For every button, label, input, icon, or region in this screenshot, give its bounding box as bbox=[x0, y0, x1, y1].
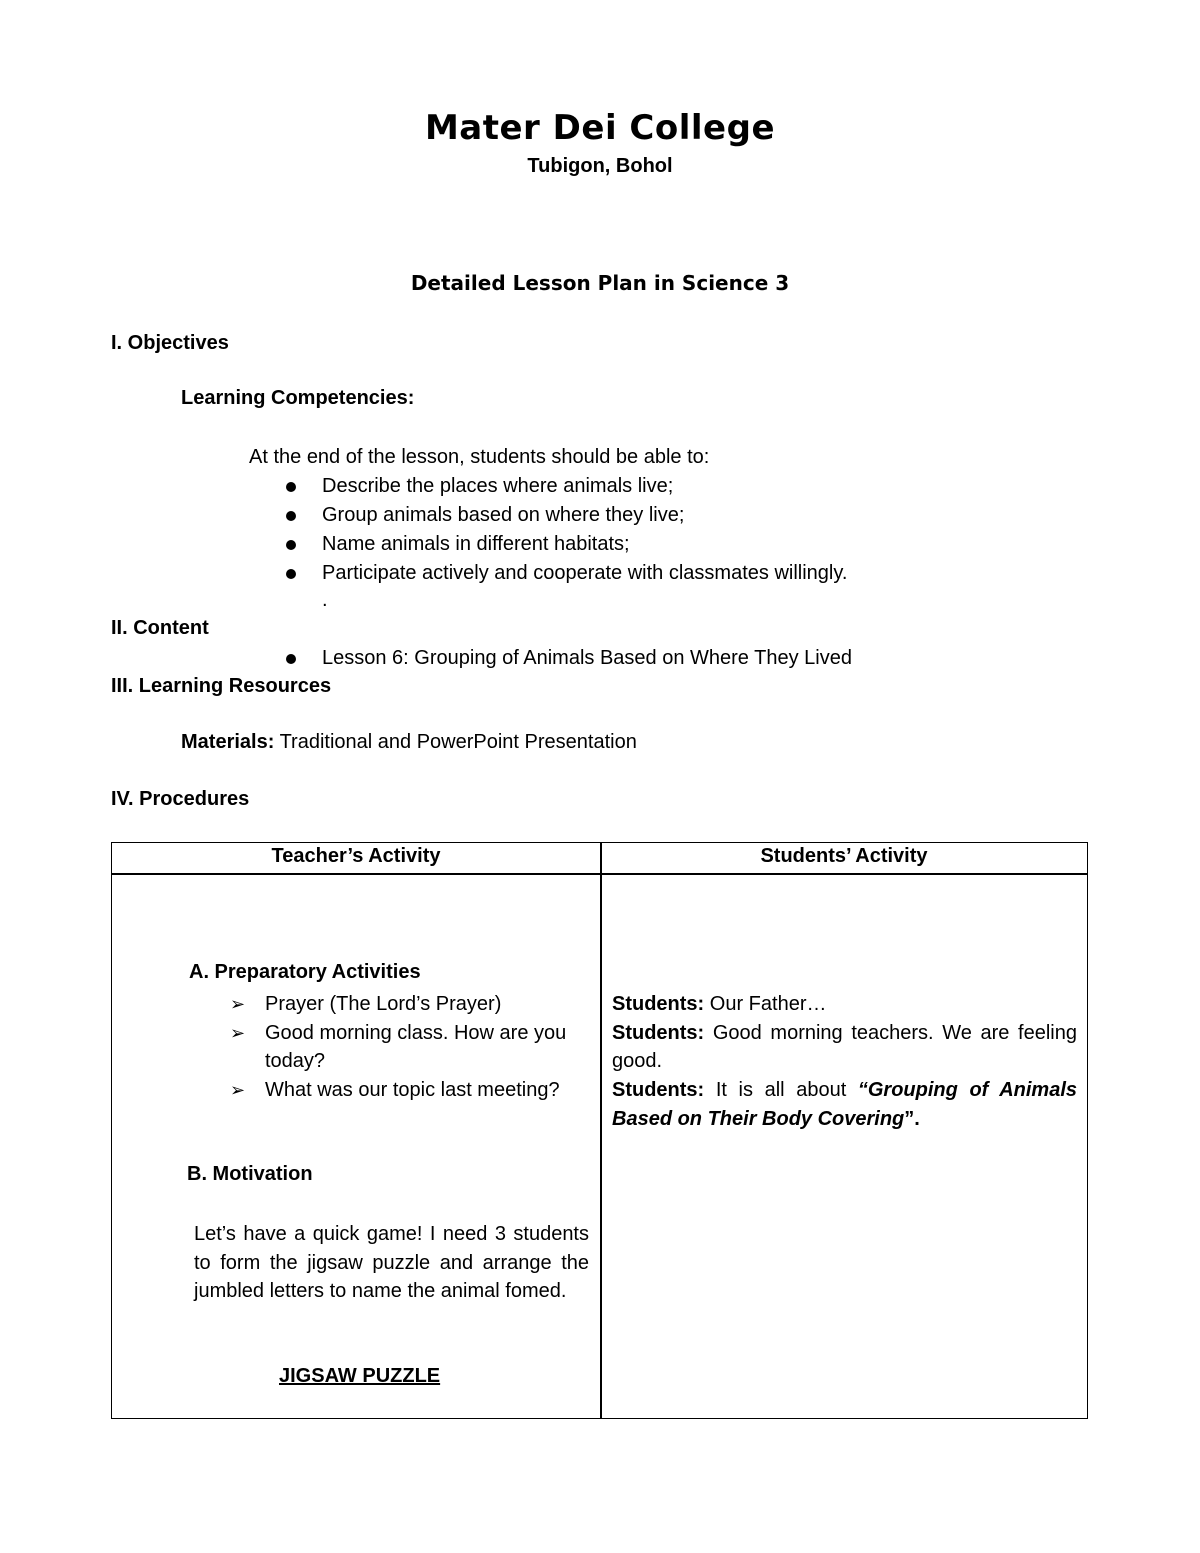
content-list bbox=[281, 644, 852, 673]
motivation-text: Let’s have a quick game! I need 3 students to form the jigsaw puzzle and arrange the jumbled letters to name the animal fomed. bbox=[194, 1223, 589, 1303]
arrow-bullet-icon: ➢ bbox=[230, 1022, 246, 1043]
lesson-plan-title: Detailed Lesson Plan in Science 3 bbox=[410, 271, 790, 295]
arrow-bullet-icon: ➢ bbox=[230, 1080, 246, 1101]
motivation-heading: B. Motivation bbox=[187, 1163, 313, 1185]
list-item: ➢ Good morning class. How are you today? bbox=[230, 1019, 592, 1076]
list-item: Describe the places where animals live; bbox=[281, 472, 847, 501]
resources-heading: III. Learning Resources bbox=[111, 675, 332, 697]
teacher-column-header: Teacher’s Activity bbox=[271, 845, 441, 867]
arrow-bullet-icon: ➢ bbox=[230, 994, 246, 1014]
bullet-icon bbox=[286, 569, 296, 579]
list-item: Name animals in different habitats; bbox=[281, 530, 847, 559]
jigsaw-title: JIGSAW PUZZLE bbox=[279, 1365, 441, 1387]
bullet-icon bbox=[286, 540, 296, 550]
procedures-heading: IV. Procedures bbox=[111, 788, 250, 810]
students-column-header: Students’ Activity bbox=[760, 845, 928, 867]
list-item: Group animals based on where they live; bbox=[281, 501, 847, 530]
students-responses bbox=[612, 990, 1077, 1134]
college-name: Mater Dei College bbox=[424, 108, 776, 148]
list-item: Participate actively and cooperate with classmates willingly. bbox=[281, 559, 847, 588]
competencies-heading: Learning Competencies: bbox=[181, 387, 415, 409]
college-address: Tubigon, Bohol bbox=[527, 155, 673, 177]
bullet-icon bbox=[286, 654, 296, 664]
preparatory-list bbox=[230, 990, 592, 1105]
materials-line bbox=[181, 731, 637, 754]
objectives-list bbox=[281, 472, 847, 588]
header-row-divider bbox=[112, 873, 1087, 875]
materials-label: Materials: bbox=[181, 731, 275, 753]
list-item: ➢ What was our topic last meeting? bbox=[230, 1076, 592, 1105]
materials-value: Traditional and PowerPoint Presentation bbox=[274, 731, 637, 753]
list-item: ➢ Prayer (The Lord’s Prayer) bbox=[230, 990, 592, 1019]
student-response: Students: Good morning teachers. We are feeling good. bbox=[612, 1021, 1077, 1073]
student-response: Students: It is all about “Grouping of Animals Based on Their Body Covering”. bbox=[612, 1079, 1078, 1130]
student-response: Students: Our Father… bbox=[612, 993, 827, 1015]
stray-period: . bbox=[322, 589, 328, 611]
preparatory-heading: A. Preparatory Activities bbox=[189, 961, 421, 983]
procedures-table bbox=[111, 842, 1088, 1419]
bullet-icon bbox=[286, 482, 296, 492]
bullet-icon bbox=[286, 511, 296, 521]
objectives-heading: I. Objectives bbox=[111, 332, 229, 354]
objectives-intro: At the end of the lesson, students should be able to: bbox=[249, 446, 710, 468]
content-heading: II. Content bbox=[111, 617, 209, 639]
list-item: Lesson 6: Grouping of Animals Based on Where They Lived bbox=[281, 644, 852, 673]
column-divider bbox=[600, 843, 602, 1418]
